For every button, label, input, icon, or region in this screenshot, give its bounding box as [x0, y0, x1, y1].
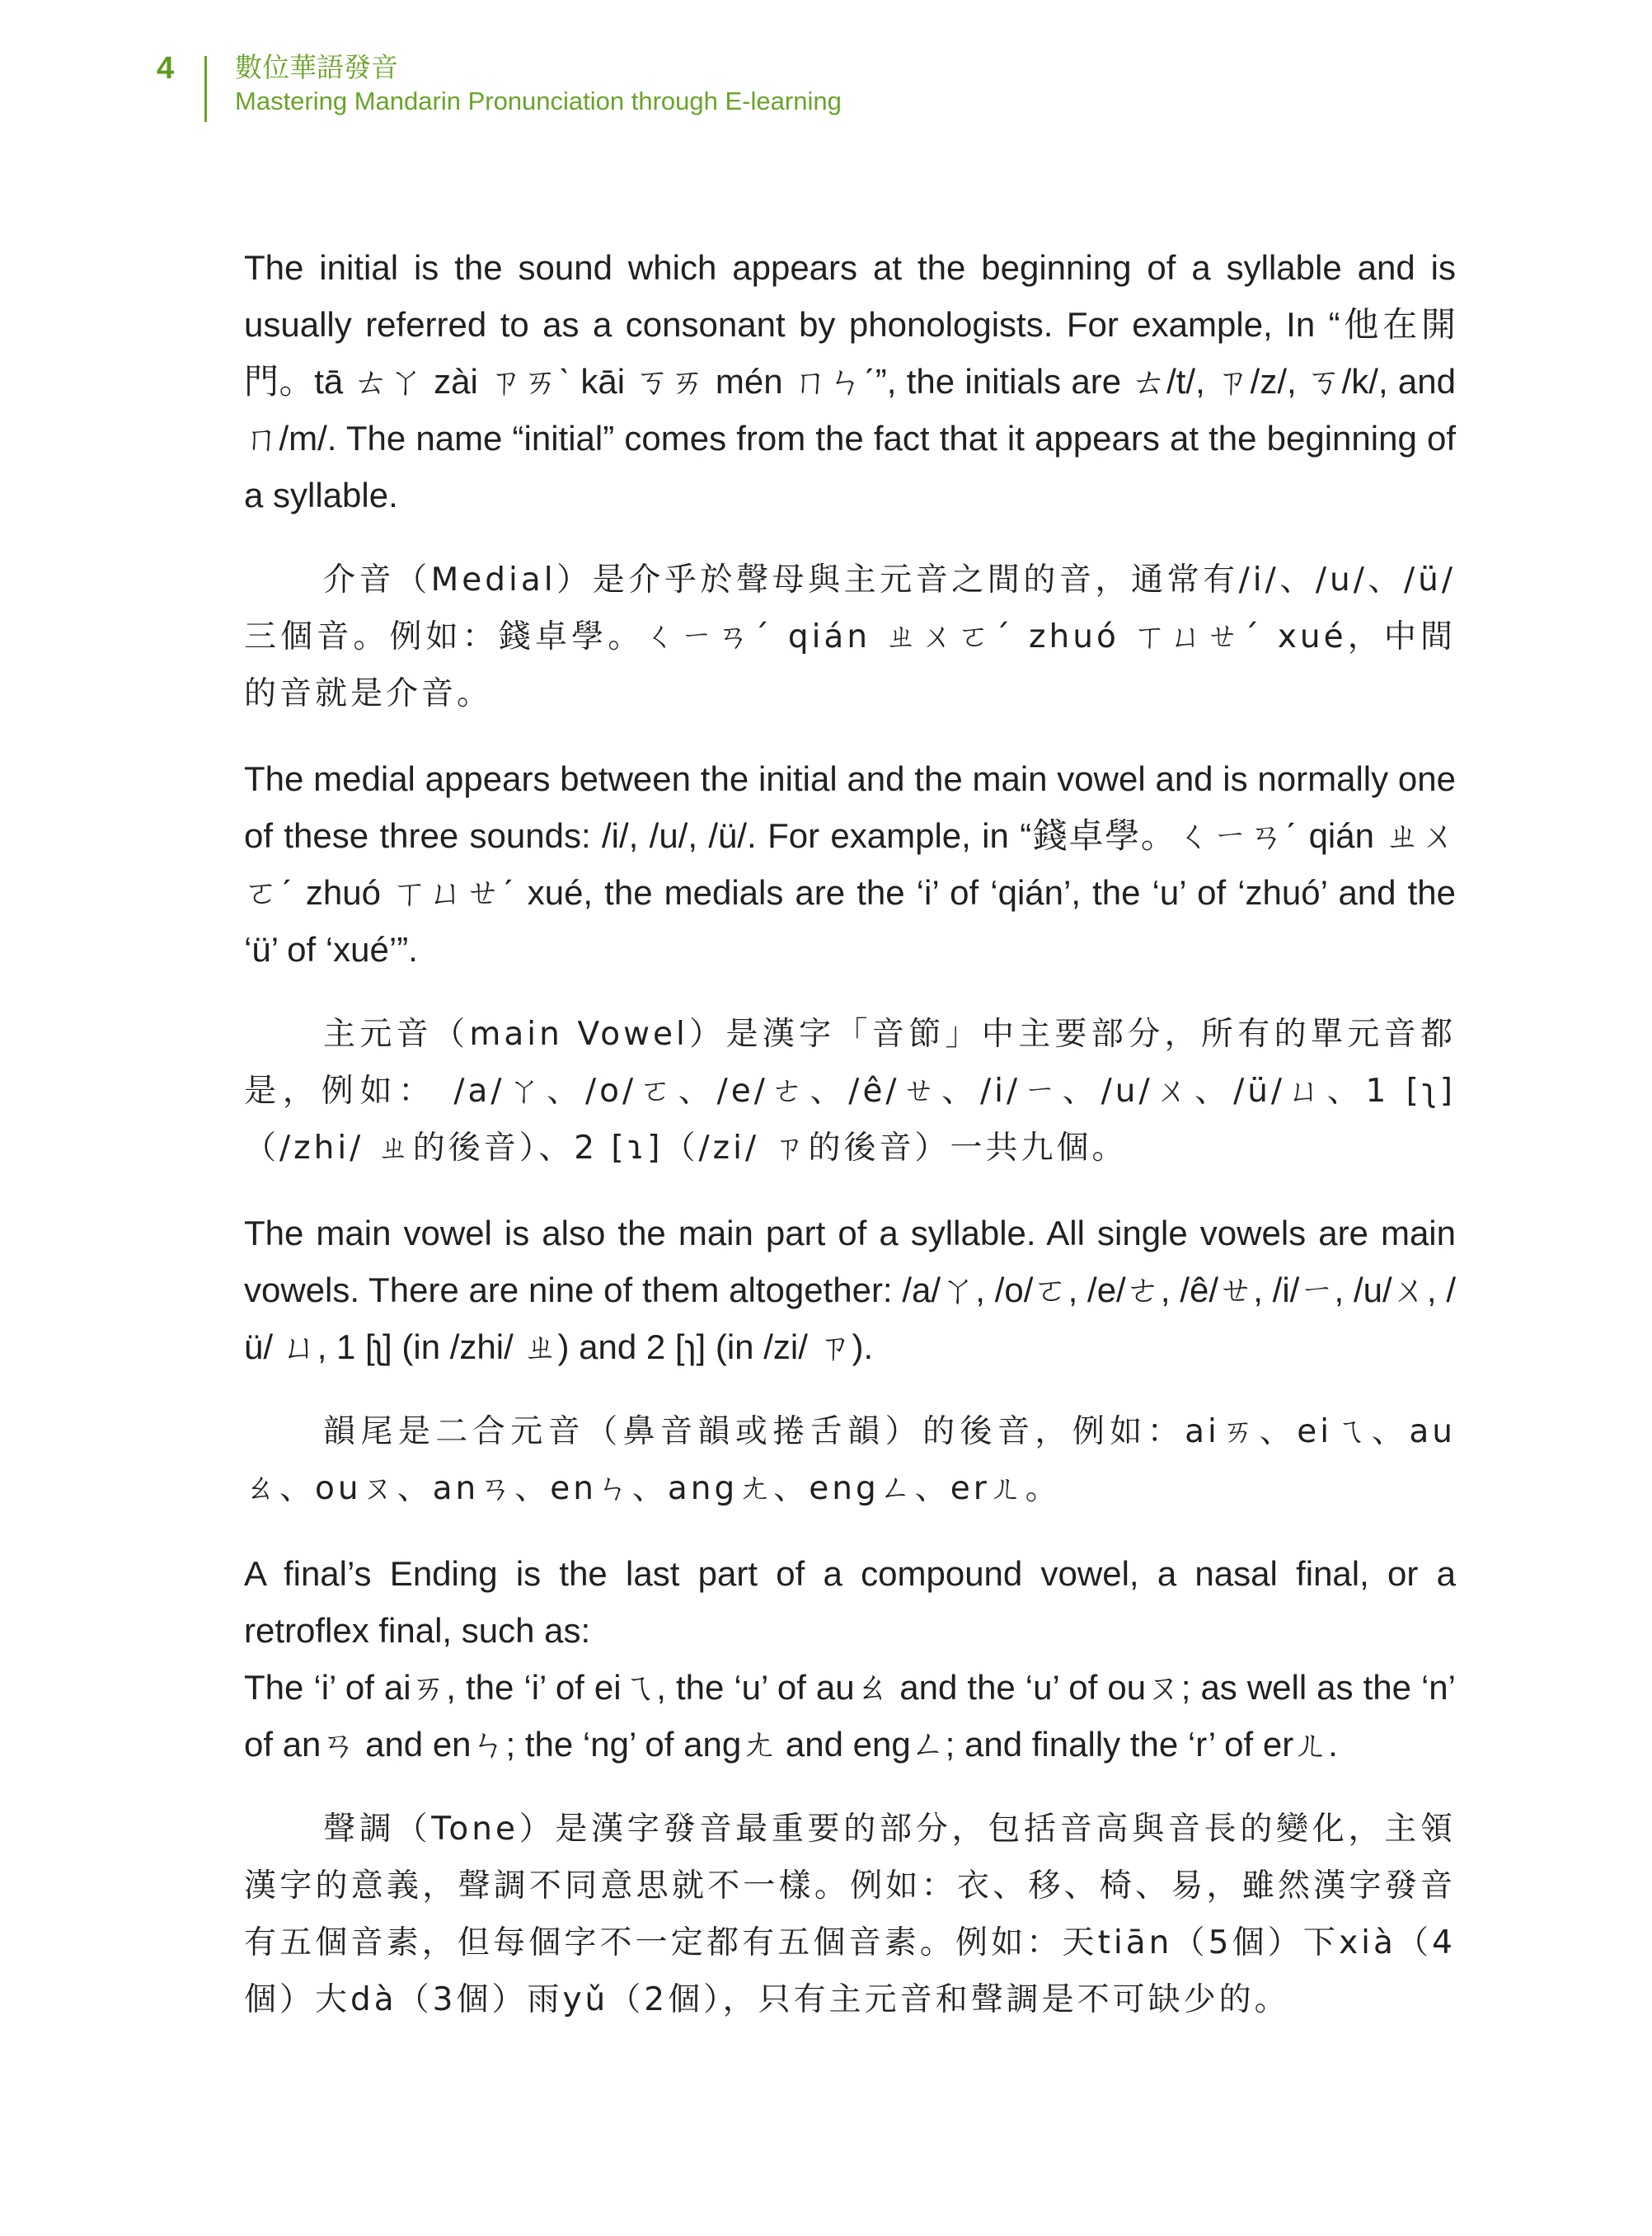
book-title-english: Mastering Mandarin Pronunciation through E-learning — [235, 87, 842, 115]
paragraph-main-vowel-zh: 主元音（main Vowel）是漢字「音節」中主要部分，所有的單元音都是，例如： /a/ㄚ、/o/ㄛ、/e/ㄜ、/ê/ㄝ、/i/ㄧ、/u/ㄨ、/ü/ㄩ、1 [ʅ]（/zhi/ ㄓ的後音）、2 [ɿ]（/zi/ ㄗ的後音）一共九個。 — [244, 1016, 1456, 1167]
page-body — [244, 239, 1456, 2056]
page-number: 4 — [157, 51, 175, 86]
paragraph-tone-zh: 聲調（Tone）是漢字發音最重要的部分，包括音高與音長的變化，主領漢字的意義，聲調不同意思就不一樣。例如：衣、移、椅、易，雖然漢字發音有五個音素，但每個字不一定都有五個音素。例如：天tiān（5個）下xià（4個）大dà（3個）雨yǔ（2個），只有主元音和聲調是不可缺少的。 — [244, 1811, 1456, 2018]
paragraph-initial-en: The initial is the sound which appears at the beginning of a syllable and is usually referred to as a consonant by phonologists. For example, In “他在開門。tā ㄊㄚ zài ㄗㄞˋ kāi ㄎㄞ mén ㄇㄣˊ”, the initials are ㄊ/t/, ㄗ/z/, ㄎ/k/, and ㄇ/m/. The name “initial” comes from the fact that it appears at the beginning of a syllable. — [244, 248, 1456, 514]
paragraph-ending-en-line-2: The ‘i’ of aiㄞ, the ‘i’ of eiㄟ, the ‘u’ of auㄠ and the ‘u’ of ouㄡ; as well as the ‘n’ of anㄢ and enㄣ; the ‘ng’ of angㄤ and engㄥ; and finally the ‘r’ of erㄦ. — [244, 1668, 1456, 1764]
book-title-chinese: 數位華語發音 — [235, 51, 398, 83]
paragraph-ending-en-line-1: A final’s Ending is the last part of a compound vowel, a nasal final, or a retroflex final, such as: — [244, 1554, 1456, 1650]
paragraph-ending-en — [244, 1545, 1456, 1773]
paragraph-medial-en: The medial appears between the initial and the main vowel and is normally one of these three sounds: /i/, /u/, /ü/. For example, in “錢卓學。ㄑㄧㄢˊ qián ㄓㄨㄛˊ zhuó ㄒㄩㄝˊ xué, the medials are the ‘i’ of ‘qián’, the ‘u’ of ‘zhuó’ and the ‘ü’ of ‘xué’”. — [244, 759, 1456, 969]
paragraph-ending-zh: 韻尾是二合元音（鼻音韻或捲舌韻）的後音，例如：aiㄞ、eiㄟ、auㄠ、ouㄡ、anㄢ、enㄣ、angㄤ、engㄥ、erㄦ。 — [244, 1413, 1456, 1507]
paragraph-main-vowel-en: The main vowel is also the main part of a syllable. All single vowels are main vowels. There are nine of them altogether: /a/ㄚ, /o/ㄛ, /e/ㄜ, /ê/ㄝ, /i/ㄧ, /u/ㄨ, /ü/ ㄩ, 1 [ʅ] (in /zhi/ ㄓ) and 2 [ɿ] (in /zi/ ㄗ). — [244, 1214, 1456, 1366]
paragraph-medial-zh: 介音（Medial）是介乎於聲母與主元音之間的音，通常有/i/、/u/、/ü/三個音。例如：錢卓學。ㄑㄧㄢˊ qián ㄓㄨㄛˊ zhuó ㄒㄩㄝˊ xué，中間的音就是介音。 — [244, 561, 1456, 712]
header-divider — [204, 56, 207, 122]
